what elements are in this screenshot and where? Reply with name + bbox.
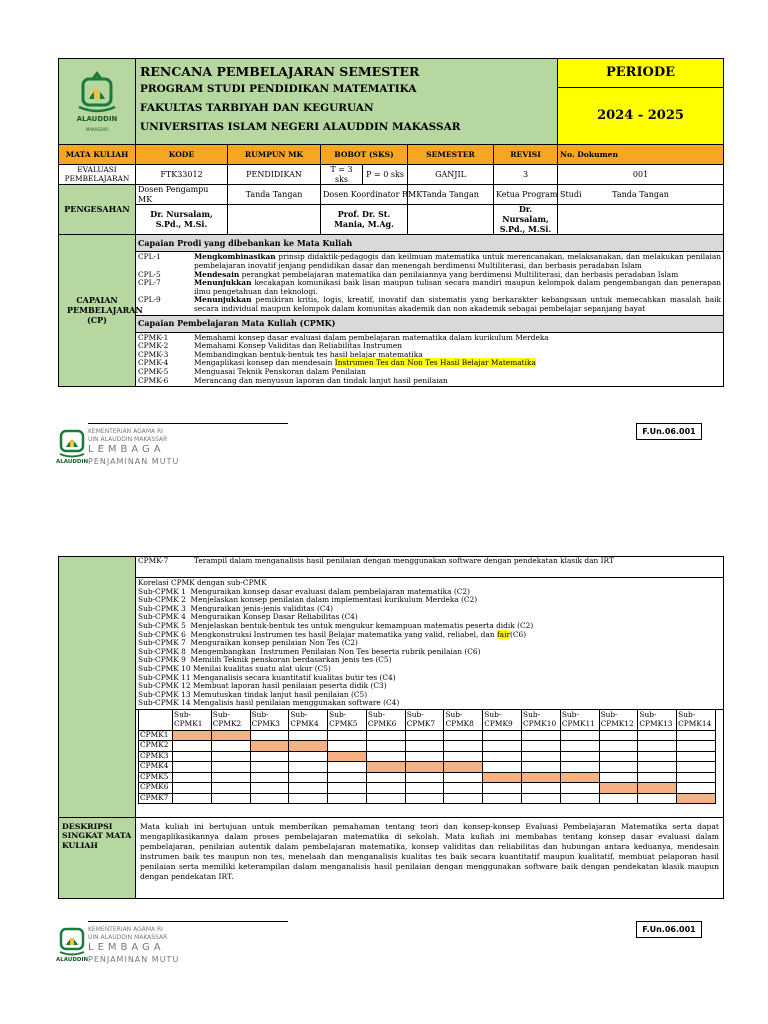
matrix-cell	[250, 772, 289, 783]
matrix-corner	[139, 710, 173, 731]
matrix-col-header	[677, 710, 716, 731]
sub-cpmk-text: Sub-CPMK 5 Menjelaskan bentuk-bentuk tes untuk mengukur kemampuan matematis peserta didik (C2)	[138, 620, 534, 630]
matrix-cell	[405, 772, 444, 783]
cpmk-code: CPMK-6	[138, 375, 169, 385]
matrix-cell	[405, 783, 444, 794]
matrix-cell	[483, 783, 522, 794]
matrix-col-header	[638, 710, 677, 731]
matrix-cell	[599, 762, 638, 773]
footer-logo-text: ALAUDDIN	[56, 957, 89, 963]
cp-label: CAPAIAN PEMBELAJARAN (CP)	[59, 235, 136, 387]
sub-cpmk-text: Sub-CPMK 1 Menguraikan konsep dasar evaluasi dalam pembelajaran matematika (C2)	[138, 586, 471, 596]
matrix-cell	[560, 741, 599, 752]
matrix-row-label: CPMK6	[139, 783, 173, 794]
sub-cpmk-text: Sub-CPMK 8 Mengembangkan Instrumen Penilaian Non Tes beserta rubrik penilaian (C6)	[138, 646, 481, 656]
footer-line-1: KEMENTERIAN AGAMA RI	[88, 428, 163, 435]
matrix-cell	[173, 741, 212, 752]
matrix-cell	[444, 730, 483, 741]
matrix-cell	[677, 730, 716, 741]
program-name: PROGRAM STUDI PENDIDIKAN MATEMATIKA	[140, 83, 417, 95]
matrix-cell	[638, 793, 677, 804]
matrix-cell	[328, 762, 367, 773]
matrix-cell	[638, 730, 677, 741]
cpmk7-text: Terampil dalam menganalisis hasil penilaian dengan menggunakan software dengan pendekatan klasik dan IRT	[194, 556, 614, 565]
cpmk-code: CPMK-4	[138, 358, 169, 368]
deskripsi-text: Mata kuliah ini bertujuan untuk memberikan pemahaman tentang teori dan konsep-konsep Evaluasi Pembelajaran Matematika serta dapat mengaplikasikannya dalam proses pembelajaran matematika di sekolah. Mata kuliah ini membahas tentang konsep dasar evaluasi dalam pembelajaran, penilaian autentik dalam pembelajaran matematika, konsep validitas dan reliabilitas dan hubungan antara keduanya, mendesain instrumen baik tes maupun non tes, menelaah dan menganalisis kualitas tes baik secara kuantitatif maupun kualitatif, membuat pelaporan hasil penilaian serta memiliki keterampilan dalam menganalisis hasil penilaian dengan menggunakan software baik dengan pendekatan klasik maupun dengan pendekatan IRT.	[136, 817, 724, 898]
matrix-cell-mapped	[560, 772, 599, 783]
matrix-cell	[599, 772, 638, 783]
course-rumpun: PENDIDIKAN	[228, 165, 321, 185]
matrix-cell	[444, 793, 483, 804]
periode-label: PERIODE	[558, 59, 723, 88]
footer-logo-2	[58, 921, 248, 971]
cpl-verb: Menunjukkan	[194, 278, 252, 288]
matrix-cell	[289, 772, 328, 783]
cpl-verb: Mendesain	[194, 269, 240, 279]
matrix-cell	[522, 793, 561, 804]
role-ttd-1: Tanda Tangan	[228, 185, 321, 205]
matrix-cell	[328, 793, 367, 804]
cpl-code: CPL-1	[138, 252, 161, 262]
matrix-cell	[366, 783, 405, 794]
cpl-code: CPL-9	[138, 295, 161, 305]
course-revisi: 3	[494, 165, 558, 185]
matrix-cell	[250, 783, 289, 794]
sub-cpmk-text: Sub-CPMK 13 Memutuskan tindak lanjut hasil penilaian (C5)	[138, 689, 368, 699]
matrix-col-header	[211, 710, 250, 731]
matrix-cell	[366, 741, 405, 752]
footer-line-3: LEMBAGA	[88, 942, 165, 953]
matrix-cell	[638, 772, 677, 783]
sub-cpmk-text: Sub-CPMK 7 Menguraikan konsep penilaian Non Tes (C2)	[138, 638, 358, 648]
matrix-cell	[560, 762, 599, 773]
periode-cell	[558, 59, 724, 145]
cpmk-code: CPMK-2	[138, 341, 169, 351]
matrix-cell	[173, 751, 212, 762]
matrix-cell	[289, 783, 328, 794]
cp-prodi-title: Capaian Prodi yang dibebankan ke Mata Kuliah	[136, 235, 724, 252]
cpmk-code: CPMK-1	[138, 332, 169, 342]
cpl-text	[194, 279, 721, 296]
matrix-cell-mapped	[328, 751, 367, 762]
footer-line-4: PENJAMINAN MUTU	[88, 955, 180, 964]
cpl-desc: prinsip didaktik-pedagogis dan keilmuan matematika untuk merencanakan, melaksanakan, dan melakukan penilaian pembelajaran inovatif jenjang pendidikan dasar dan menengah berdimensi Multiliterasi, dan berbasis peradaban Islam	[194, 252, 722, 270]
matrix-row	[139, 730, 716, 741]
matrix-cell	[289, 793, 328, 804]
sub-cpmk-text: Sub-CPMK 12 Membuat laporan hasil penilaian peserta didik (C3)	[138, 681, 387, 691]
matrix-col-header	[560, 710, 599, 731]
matrix-cell	[560, 730, 599, 741]
cpl-verb: Mengkombinasikan	[194, 252, 276, 262]
matrix-col-label: Sub-CPMK1	[174, 709, 203, 728]
cpmk7-code: CPMK-7	[138, 556, 169, 565]
matrix-col-label: Sub-CPMK2	[212, 709, 242, 728]
matrix-col-header	[289, 710, 328, 731]
cpl-item	[138, 253, 721, 270]
cpmk-matrix	[138, 710, 716, 805]
periode-value: 2024 - 2025	[597, 108, 684, 123]
matrix-cell	[366, 730, 405, 741]
matrix-cell	[560, 751, 599, 762]
matrix-col-label: Sub-CPMK3	[251, 709, 280, 728]
matrix-col-label: Sub-CPMK7	[406, 709, 436, 728]
matrix-cell	[677, 741, 716, 752]
matrix-col-header	[250, 710, 289, 731]
matrix-col-label: Sub-CPMK8	[445, 709, 474, 728]
matrix-row-label: CPMK7	[139, 793, 173, 804]
matrix-cell	[366, 751, 405, 762]
matrix-cell	[211, 741, 250, 752]
sub-cpmk-text: Sub-CPMK 11 Menganalisis secara kuantitatif kualitas butir tes (C4)	[138, 672, 396, 682]
matrix-col-header	[483, 710, 522, 731]
matrix-cell	[444, 783, 483, 794]
form-code-2: F.Un.06.001	[636, 921, 702, 938]
matrix-cell-mapped	[173, 730, 212, 741]
course-bobot-p: P = 0 sks	[363, 165, 408, 185]
matrix-cell	[599, 741, 638, 752]
matrix-cell	[638, 741, 677, 752]
matrix-cell	[328, 741, 367, 752]
matrix-cell	[677, 783, 716, 794]
footer-line-3: LEMBAGA	[88, 444, 165, 455]
footer-line-4: PENJAMINAN MUTU	[88, 457, 180, 466]
title-cell	[136, 59, 558, 145]
sub-cpmk-text: Sub-CPMK 3 Menguraikan jenis-jenis validitas (C4)	[138, 603, 334, 613]
course-code: FTK33012	[136, 165, 228, 185]
matrix-cell	[677, 762, 716, 773]
matrix-cell	[444, 772, 483, 783]
cpmk-text	[194, 377, 721, 386]
matrix-row-label: CPMK2	[139, 741, 173, 752]
role-dosen-pengampu: Dosen Pengampu MK	[136, 185, 228, 205]
logo-cell	[59, 59, 136, 145]
col-bobot: BOBOT (SKS)	[321, 145, 408, 165]
matrix-col-label: Sub-CPMK11	[561, 709, 595, 728]
matrix-cell	[405, 730, 444, 741]
cpmk-desc: Memahami konsep dasar evaluasi dalam pembelajaran matematika dalam kurikulum Merdeka	[194, 332, 549, 342]
matrix-cell	[250, 793, 289, 804]
matrix-col-label: Sub-CPMK9	[484, 709, 513, 728]
matrix-row	[139, 793, 716, 804]
matrix-cell	[328, 730, 367, 741]
matrix-cell	[522, 783, 561, 794]
matrix-col-label: Sub-CPMK13	[639, 709, 673, 728]
matrix-cell	[289, 762, 328, 773]
matrix-cell	[211, 762, 250, 773]
sub-cpmk-highlight: fair	[496, 629, 510, 639]
lpm-logo-icon	[58, 925, 86, 957]
matrix-cell	[522, 730, 561, 741]
matrix-cell	[211, 772, 250, 783]
matrix-row	[139, 762, 716, 773]
matrix-row	[139, 741, 716, 752]
cpl-text	[194, 296, 721, 313]
continuation-label	[59, 557, 136, 818]
cpmk-desc: Mengaplikasi konsep dan mendesain	[194, 358, 335, 368]
matrix-col-header	[366, 710, 405, 731]
matrix-cell	[444, 751, 483, 762]
matrix-col-header	[405, 710, 444, 731]
cpl-code: CPL-7	[138, 278, 161, 288]
signature-2	[408, 205, 494, 235]
footer-line-2: UIN ALAUDDIN MAKASSAR	[88, 436, 168, 443]
matrix-col-label: Sub-CPMK10	[523, 709, 557, 728]
matrix-cell-mapped	[638, 783, 677, 794]
cpmk-code: CPMK-5	[138, 366, 169, 376]
cpl-item	[138, 296, 721, 313]
course-semester: GANJIL	[408, 165, 494, 185]
matrix-cell	[560, 783, 599, 794]
matrix-cell-mapped	[599, 783, 638, 794]
matrix-col-label: Sub-CPMK5	[329, 709, 358, 728]
matrix-cell	[638, 751, 677, 762]
matrix-cell-mapped	[444, 762, 483, 773]
matrix-row-label: CPMK3	[139, 751, 173, 762]
matrix-cell	[677, 772, 716, 783]
cpmk-title: Capaian Pembelajaran Mata Kuliah (CPMK)	[136, 315, 724, 332]
col-kode: KODE	[136, 145, 228, 165]
signer-kaprodi: Dr. Nursalam, S.Pd., M.Si.	[494, 205, 558, 235]
cpl-code: CPL-5	[138, 269, 161, 279]
matrix-cell-mapped	[483, 772, 522, 783]
matrix-cell	[328, 772, 367, 783]
col-semester: SEMESTER	[408, 145, 494, 165]
signature-1	[228, 205, 321, 235]
course-name: EVALUASI PEMBELAJARAN	[59, 165, 136, 185]
matrix-cell	[483, 793, 522, 804]
matrix-col-header	[599, 710, 638, 731]
deskripsi-label: DESKRIPSI SINGKAT MATA KULIAH	[59, 817, 136, 898]
role-ttd-2: Tanda Tangan	[408, 185, 494, 205]
footer-line-1: KEMENTERIAN AGAMA RI	[88, 926, 163, 933]
matrix-cell-mapped	[522, 772, 561, 783]
logo-text: ALAUDDIN	[76, 114, 118, 123]
matrix-cell	[483, 762, 522, 773]
matrix-cell	[405, 793, 444, 804]
matrix-row-label: CPMK1	[139, 730, 173, 741]
matrix-cell-mapped	[250, 741, 289, 752]
matrix-cell	[677, 751, 716, 762]
matrix-cell	[250, 730, 289, 741]
korelasi-title: Korelasi CPMK dengan sub-CPMK	[138, 578, 267, 587]
pengesahan-label: PENGESAHAN	[59, 185, 136, 235]
cpl-item	[138, 279, 721, 296]
signer-dosen-pengampu: Dr. Nursalam, S.Pd., M.Si.	[136, 205, 228, 235]
sub-cpmk-text: Sub-CPMK 14 Mengalisis hasil penilaian menggunakan software (C4)	[138, 698, 400, 708]
role-kaprodi: Ketua Program Studi	[494, 185, 558, 205]
matrix-row-label: CPMK4	[139, 762, 173, 773]
cpl-list	[136, 252, 724, 315]
matrix-row	[139, 783, 716, 794]
cpmk-desc: Menguasai Teknik Penskoran dalam Penilaian	[194, 366, 366, 376]
matrix-cell	[173, 783, 212, 794]
sub-cpmk-text: Sub-CPMK 6 Mengkonstruksi Instrumen tes hasil Belajar matematika yang valid, reliabel, dan	[138, 629, 497, 639]
matrix-cell-mapped	[677, 793, 716, 804]
matrix-cell-mapped	[211, 730, 250, 741]
matrix-row	[139, 772, 716, 783]
matrix-col-label: Sub-CPMK12	[600, 709, 634, 728]
matrix-cell	[136, 709, 724, 817]
cpmk-list	[136, 332, 724, 387]
matrix-row	[139, 751, 716, 762]
matrix-cell	[173, 772, 212, 783]
course-bobot-t: T = 3 sks	[321, 165, 363, 185]
matrix-cell	[366, 793, 405, 804]
cpmk-code: CPMK-3	[138, 349, 169, 359]
cpl-desc: pemikiran kritis, logis, kreatif, inovatif dan sistematis yang berkarakter kebangsaan untuk memecahkan masalah baik secara individual maupun kelompok dalam komunitas akademik dan non akademik sebagai pembelajar sepanjang hayat	[194, 295, 722, 313]
matrix-cell-mapped	[289, 741, 328, 752]
matrix-cell	[173, 793, 212, 804]
matrix-col-label: Sub-CPMK14	[678, 709, 712, 728]
sub-cpmk-text: Sub-CPMK 9 Memilih Teknik penskoran berdasarkan jenis tes (C5)	[138, 655, 392, 665]
matrix-cell	[366, 772, 405, 783]
korelasi-cell	[136, 578, 724, 710]
matrix-cell	[522, 741, 561, 752]
signature-3	[558, 205, 724, 235]
col-dokumen: No. Dokumen	[558, 145, 724, 165]
matrix-cell	[250, 762, 289, 773]
cpmk-highlight: Instrumen Tes dan Non Tes Hasil Belajar Matematika	[334, 358, 536, 368]
matrix-cell	[560, 793, 599, 804]
cpmk-item	[138, 377, 721, 386]
matrix-cell	[638, 762, 677, 773]
matrix-cell	[483, 730, 522, 741]
matrix-cell	[289, 751, 328, 762]
matrix-cell	[483, 741, 522, 752]
matrix-cell-mapped	[405, 762, 444, 773]
matrix-cell	[522, 762, 561, 773]
cpl-text	[194, 253, 721, 270]
matrix-row-label: CPMK5	[139, 772, 173, 783]
cpmk-desc: Merancang dan menyusun laporan dan tindak lanjut hasil penilaian	[194, 375, 448, 385]
col-mata-kuliah: MATA KULIAH	[59, 145, 136, 165]
footer-logo-1	[58, 423, 248, 473]
uin-logo-icon	[75, 69, 119, 115]
matrix-cell-mapped	[366, 762, 405, 773]
logo-subtext: MAKASSAR	[85, 126, 109, 132]
matrix-col-header	[522, 710, 561, 731]
sub-cpmk-tail: (C6)	[509, 629, 527, 639]
faculty-name: FAKULTAS TARBIYAH DAN KEGURUAN	[140, 102, 374, 114]
sub-cpmk-text: Sub-CPMK 4 Menguraikan Konsep Dasar Reliabilitas (C4)	[138, 612, 358, 622]
matrix-col-label: Sub-CPMK6	[367, 709, 397, 728]
cpl-verb: Menunjukkan	[194, 295, 252, 305]
matrix-cell	[289, 730, 328, 741]
col-rumpun: RUMPUN MK	[228, 145, 321, 165]
cpmk-desc: Memahami Konsep Validitas dan Reliabilitas Instrumen	[194, 341, 402, 351]
matrix-cell	[599, 751, 638, 762]
matrix-cell	[599, 730, 638, 741]
cpl-desc: kecakapan komunikasi baik lisan maupun tulisan secara mandiri maupun kelompok dalam pengembangan dan penerapan ilmu pengetahuan dan teknologi.	[194, 278, 722, 296]
role-koordinator: Dosen Koordinator RMK	[321, 185, 408, 205]
sub-cpmk-text: Sub-CPMK 10 Menilai kualitas suatu alat ukur (C5)	[138, 663, 331, 673]
university-name: UNIVERSITAS ISLAM NEGERI ALAUDDIN MAKASSAR	[140, 121, 461, 133]
matrix-cell	[211, 793, 250, 804]
course-dokumen: 001	[558, 165, 724, 185]
matrix-cell	[444, 741, 483, 752]
matrix-cell	[250, 751, 289, 762]
matrix-cell	[599, 793, 638, 804]
role-ttd-3: Tanda Tangan	[558, 185, 724, 205]
signer-koordinator: Prof. Dr. St. Mania, M.Ag.	[321, 205, 408, 235]
rps-continuation-table	[58, 556, 724, 899]
cpl-desc: perangkat pembelajaran matematika dan penilaiannya yang berdimensi Multiliterasi, dan berbasis peradaban Islam	[239, 269, 679, 279]
lpm-logo-icon	[58, 427, 86, 459]
matrix-cell	[211, 783, 250, 794]
matrix-cell	[405, 741, 444, 752]
matrix-cell	[328, 783, 367, 794]
document-title: RENCANA PEMBELAJARAN SEMESTER	[140, 64, 420, 79]
matrix-cell	[173, 762, 212, 773]
matrix-cell	[405, 751, 444, 762]
matrix-cell	[211, 751, 250, 762]
matrix-col-label: Sub-CPMK4	[290, 709, 319, 728]
matrix-cell	[522, 751, 561, 762]
rps-header-table	[58, 58, 724, 387]
matrix-cell	[483, 751, 522, 762]
footer-line-2: UIN ALAUDDIN MAKASSAR	[88, 934, 168, 941]
sub-cpmk-item	[138, 699, 721, 708]
matrix-col-header	[173, 710, 212, 731]
col-revisi: REVISI	[494, 145, 558, 165]
matrix-col-header	[328, 710, 367, 731]
sub-cpmk-text: Sub-CPMK 2 Menjelaskan konsep penilaian dalam implementasi kurikulum Merdeka (C2)	[138, 595, 478, 605]
footer-logo-text: ALAUDDIN	[56, 459, 89, 465]
cpmk-desc: Membandingkan bentuk-bentuk tes hasil belajar matematika	[194, 349, 423, 359]
cpmk7-row	[136, 557, 724, 578]
matrix-col-header	[444, 710, 483, 731]
form-code-1: F.Un.06.001	[636, 423, 702, 440]
